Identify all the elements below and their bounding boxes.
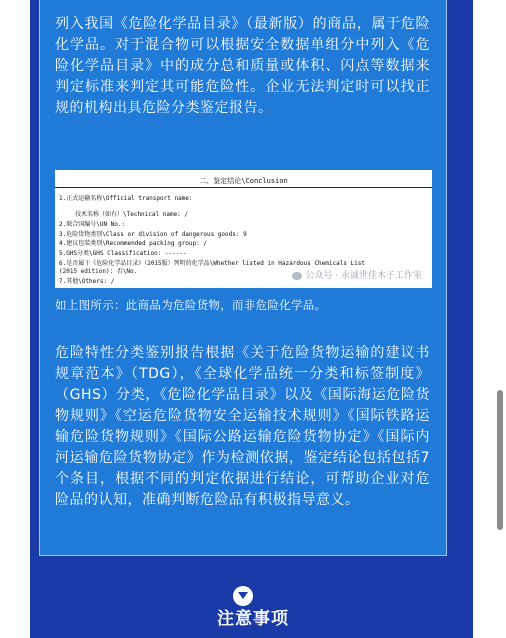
document-row: 6.是否属于《危险化学品目录》（2015版）列明的化学品\Whether listed in Hazardous Chemicals List xyxy=(59,260,366,267)
conclusion-document-image xyxy=(55,170,432,288)
document-row: 1.正式运输名称\Official transport name: xyxy=(59,195,193,202)
watermark xyxy=(292,268,422,281)
document-row: (2015 edition): 否\No. xyxy=(59,268,138,275)
document-row: 7.其他\Others: / xyxy=(59,278,115,285)
chevron-down-icon xyxy=(233,586,253,606)
image-caption: 如上图所示：此商品为危险货物，而非危险化学品。 xyxy=(55,298,327,312)
document-title: 二、鉴定结论\Conclusion xyxy=(199,177,288,185)
document-row: 4.建议包装类别\Recommended packing group: / xyxy=(59,240,207,247)
intro-paragraph: 列入我国《危险化学品目录》（最新版）的商品，属于危险化学品。对于混合物可以根据安全数据单组分中列入《危险化学品目录》中的成分总和质量或体积、闪点等数据来判定标准来判定其可能危险性。企业无法判定时可以找正规的机构出具危险分类鉴定报告。 xyxy=(55,16,430,116)
document-row: 3.危险货物类别\Class or division of dangerous goods: 9 xyxy=(59,231,247,238)
section-heading: 注意事项 xyxy=(217,609,289,629)
document-rule xyxy=(55,187,432,188)
watermark-text: 公众号 · 永诚世佳木子工作室 xyxy=(305,271,422,281)
document-row: 5.GHS分类\GHS Classification: ------ xyxy=(59,250,187,257)
document-row: 2.联合国编号\UN No.: xyxy=(59,221,126,228)
report-paragraph: 危险特性分类鉴别报告根据《关于危险货物运输的建议书规章范本》（TDG），《全球化学品统一分类和标签制度》（GHS）分类，《危险化学品目录》以及《国际海运危险货物规则》《空运危险货物安全运输技术规则》《国际铁路运输危险货物规则》《国际公路运输危险货物协定》《国际内河运输危险货物协定》作为检测依据，鉴定结论包括包括7个条目，根据不同的判定依据进行结论，可帮助企业对危险品的认知，准确判断危险品有积极指导意义。 xyxy=(55,345,430,508)
scrollbar-thumb[interactable] xyxy=(497,390,503,530)
wechat-icon xyxy=(292,272,302,280)
document-row: 技术名称（如有）\Technical name: / xyxy=(75,211,189,218)
